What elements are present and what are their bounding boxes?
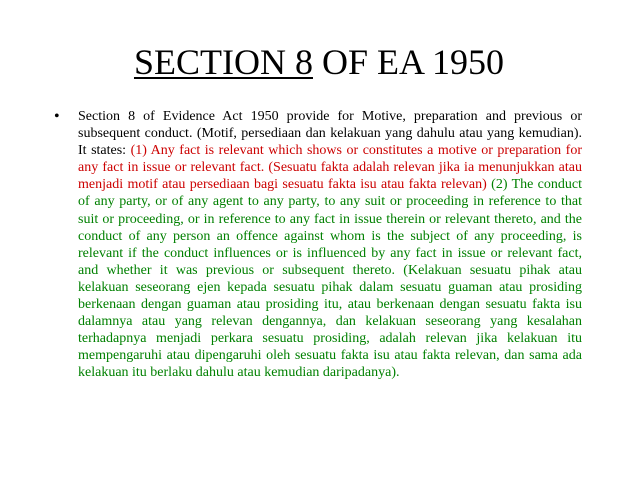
title-rest-part: OF EA 1950: [312, 42, 505, 82]
bullet-body-text: [78, 108, 582, 382]
subsection-1-text: (1) Any fact is relevant which shows or constitutes a motive or preparation for any fact in issue or relevant fact. (Sesuatu fakta adalah relevan jika ia menunjukkan atau menjadi motif atau persediaan bagi sesuatu fakta isu atau fakta relevan): [78, 143, 583, 193]
slide-title: [0, 40, 638, 84]
bullet-marker: •: [54, 108, 60, 125]
subsection-2-text: (2) The conduct of any party, or of any agent to any party, to any suit or proceeding in reference to that suit or proceeding, or in reference to any fact in issue therein or relevant thereto, and the conduct of any person an offence against whom is the subject of any proceeding, is relevant if the conduct influences or is influenced by any fact in issue or relevant fact, and whether it was previous or subsequent thereto. (Kelakuan sesuatu pihak atau kelakuan seseorang ejen kepada sesuatu pihak dalam sesuatu guaman atau prosiding berkenaan dengan guaman atau prosiding itu, atau berkenaan dengan sesuatu fakta isu dalamnya atau yang relevan dengannya, dan kelakuan seseorang yang kesalahan terhadapnya menjadi perkara sesuatu prosiding, adalah relevan jika kelakuan itu mempengaruhi atau dipengaruhi oleh sesuatu fakta isu atau fakta relevan, dan sama ada kelakuan itu berlaku dahulu atau kemudian daripadanya).: [78, 177, 582, 381]
intro-text: Section 8 of Evidence Act 1950 provide for Motive, preparation and previous or subsequent conduct. (Motif, persediaan dan kelakuan yang dahulu atau yang kemudian). It states:: [78, 109, 582, 159]
title-underlined-part: SECTION 8: [133, 42, 313, 82]
